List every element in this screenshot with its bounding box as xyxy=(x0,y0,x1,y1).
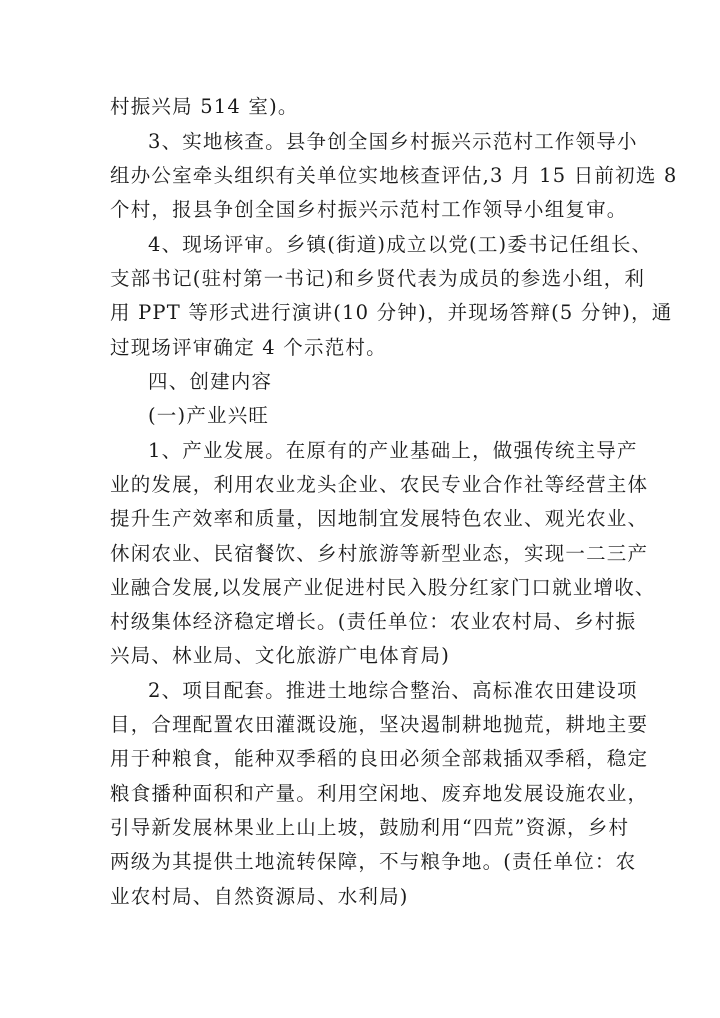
subsection-heading: (一)产业兴旺 xyxy=(148,404,270,427)
text-line: 过现场评审确定 4 个示范村。 xyxy=(110,336,387,359)
text-line: 3、实地核查。县争创全国乡村振兴示范村工作领导小 xyxy=(148,130,638,153)
text-line: 用于种粮食，能种双季稻的良田必须全部栽插双季稻，稳定 xyxy=(110,747,649,770)
text-line: 组办公室牵头组织有关单位实地核查评估,3 月 15 日前初选 8 xyxy=(110,164,678,187)
text-line: 支部书记(驻村第一书记)和乡贤代表为成员的参选小组，利 xyxy=(110,267,646,290)
text-line: 2、项目配套。推进土地综合整治、高标准农田建设项 xyxy=(148,679,638,702)
text-line: 村振兴局 514 室)。 xyxy=(110,95,299,118)
text-line: 村级集体经济稳定增长。(责任单位：农业农村局、乡村振 xyxy=(110,610,637,633)
text-line: 两级为其提供土地流转保障，不与粮争地。(责任单位：农 xyxy=(110,850,637,873)
text-line: 用 PPT 等形式进行演讲(10 分钟)，并现场答辩(5 分钟)，通 xyxy=(110,301,673,324)
text-line: 个村，报县争创全国乡村振兴示范村工作领导小组复审。 xyxy=(110,198,628,221)
text-line: 业的发展，利用农业龙头企业、农民专业合作社等经营主体 xyxy=(110,473,649,496)
text-line: 引导新发展林果业上山上坡，鼓励利用“四荒”资源，乡村 xyxy=(110,816,630,839)
text-line: 1、产业发展。在原有的产业基础上，做强传统主导产 xyxy=(148,439,638,462)
text-line: 业农村局、自然资源局、水利局) xyxy=(110,885,409,908)
text-line: 目，合理配置农田灌溉设施，坚决遏制耕地抛荒，耕地主要 xyxy=(110,713,649,736)
text-line: 粮食播种面积和产量。利用空闲地、废弃地发展设施农业， xyxy=(110,782,649,805)
text-line: 休闲农业、民宿餐饮、乡村旅游等新型业态，实现一二三产 xyxy=(110,542,649,565)
text-line: 兴局、林业局、文化旅游广电体育局) xyxy=(110,644,451,667)
section-heading: 四、创建内容 xyxy=(148,370,273,393)
text-line: 业融合发展,以发展产业促进村民入股分红家门口就业增收、 xyxy=(110,576,656,599)
text-line: 提升生产效率和质量，因地制宜发展特色农业、观光农业、 xyxy=(110,507,649,530)
text-line: 4、现场评审。乡镇(街道)成立以党(工)委书记任组长、 xyxy=(148,233,653,256)
